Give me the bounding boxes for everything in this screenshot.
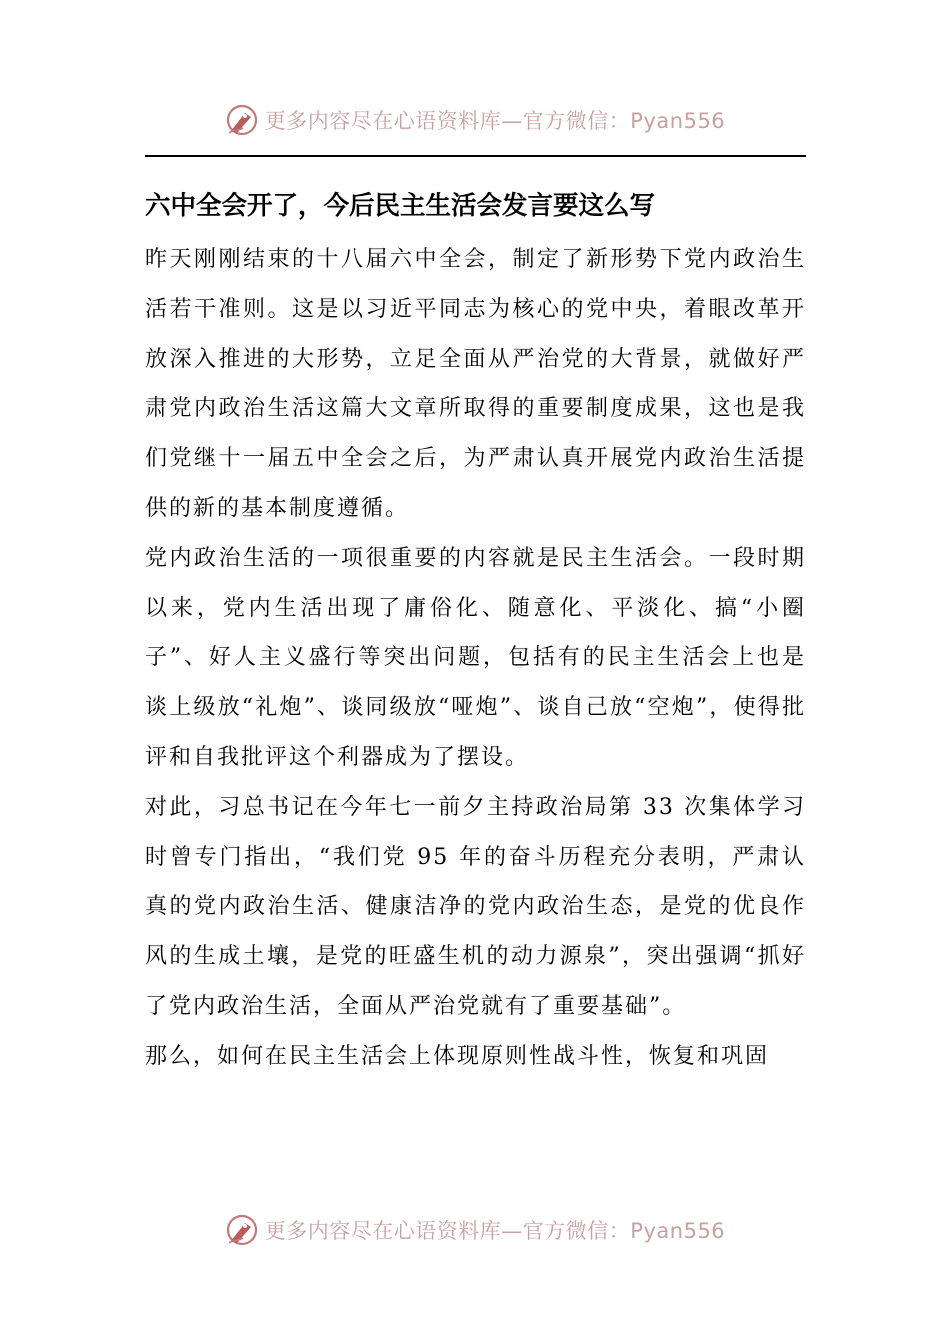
article-paragraph: 对此，习总书记在今年七一前夕主持政治局第 33 次集体学习时曾专门指出，“我们党 95 年的奋斗历程充分表明，严肃认真的党内政治生活、健康洁净的党内政治生态，是党的优良作风的生成土壤，是党的旺盛生机的动力源泉”，突出强调“抓好了党内政治生活，全面从严治党就有了重要基础”。 (145, 794, 806, 1019)
article-paragraph: 昨天刚刚结束的十八届六中全会，制定了新形势下党内政治生活若干准则。这是以习近平同志为核心的党中央，着眼改革开放深入推进的大形势，立足全面从严治党的大背景，就做好严肃党内政治生活这篇大文章所取得的重要制度成果，这也是我们党继十一届五中全会之后，为严肃认真开展党内政治生活提供的新的基本制度遵循。 (145, 247, 806, 521)
pen-nib-logo-icon (225, 1213, 259, 1247)
footer-banner (0, 1210, 950, 1250)
pen-nib-logo-icon (225, 103, 259, 137)
footer-banner-text: 更多内容尽在心语资料库—官方微信：Pyan556 (264, 1219, 726, 1243)
article-paragraph: 那么，如何在民主生活会上体现原则性战斗性，恢复和巩固 (145, 1043, 770, 1069)
article-body (145, 235, 806, 1082)
article-paragraph: 党内政治生活的一项很重要的内容就是民主生活会。一段时期以来，党内生活出现了庸俗化、随意化、平淡化、搞“小圈子”、好人主义盛行等突出问题，包括有的民主生活会上也是谈上级放“礼炮”、谈同级放“哑炮”、谈自己放“空炮”，使得批评和自我批评这个利器成为了摆设。 (145, 545, 806, 770)
header-banner-text: 更多内容尽在心语资料库—官方微信：Pyan556 (264, 109, 726, 133)
article-title: 六中全会开了，今后民主生活会发言要这么写 (145, 191, 656, 221)
header-divider (145, 155, 806, 157)
header-banner (0, 100, 950, 140)
